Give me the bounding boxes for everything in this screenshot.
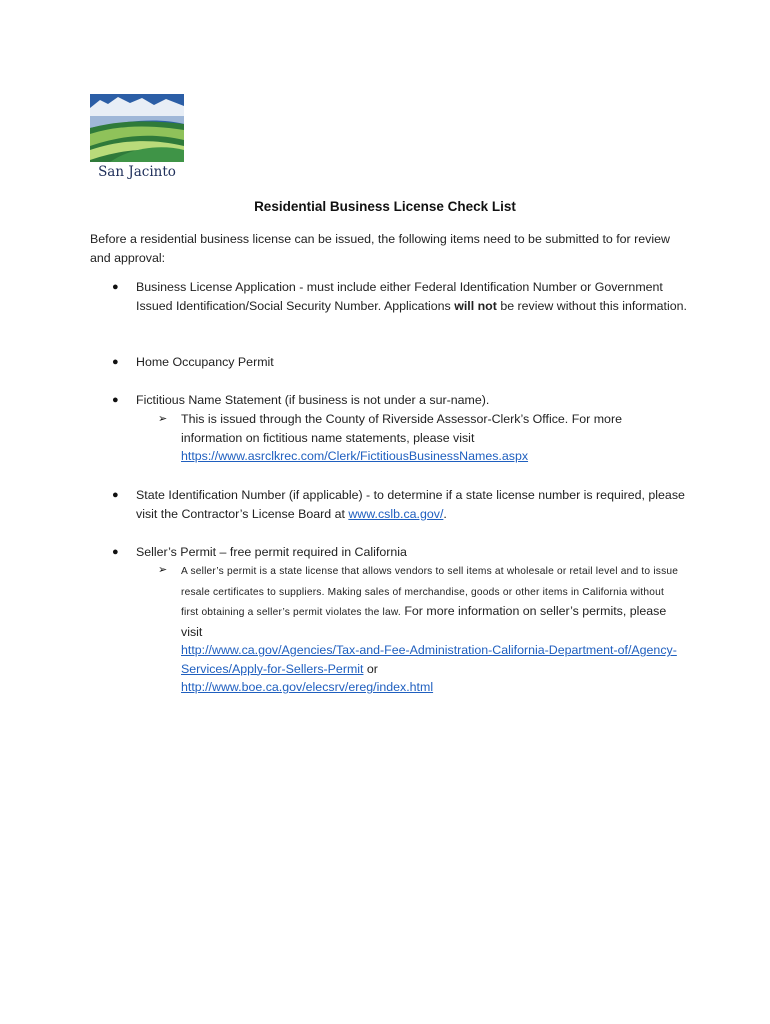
sub-item-text: A seller’s permit is a state license that allows vendors to sell items at wholesale or retail level and to issue resale certificates to suppliers. Making sales of merchandise, goods or other items in California without first obtaining a seller’s permit violates the law. For more information on seller’s permits, please visit http://www.ca.gov/Agencies/Tax-and-Fee-Administration-California-Department-of/Agency-Services/Apply-for-Sellers-Permit or http://www.boe.ca.gov/elecsrv/ereg/index.html	[181, 566, 679, 694]
list-item-text: Home Occupancy Permit	[136, 355, 274, 369]
bullet-icon: ●	[112, 281, 119, 293]
sellers-permit-link[interactable]: http://www.ca.gov/Agencies/Tax-and-Fee-Administration-California-Department-of/Agency-Services/Apply-for-Sellers-Permit	[181, 643, 677, 676]
list-item-text: Business License Application - must include either Federal Identification Number or Government Issued Identification/Social Security Number. Applications will not be review without this information.	[136, 280, 687, 313]
list-item-text: Fictitious Name Statement (if business is not under a sur-name).	[136, 393, 490, 407]
logo-landscape-icon	[90, 94, 184, 162]
list-item-text: Seller’s Permit – free permit required in California	[136, 545, 407, 559]
bullet-icon: ●	[112, 394, 119, 406]
san-jacinto-logo	[90, 94, 184, 186]
sub-item-fictitious-info	[158, 410, 683, 466]
arrow-bullet-icon: ➢	[158, 564, 168, 576]
intro-paragraph: Before a residential business license can be issued, the following items need to be submitted to for review and approval:	[90, 232, 670, 265]
boe-ereg-link[interactable]: http://www.boe.ca.gov/elecsrv/ereg/index.html	[181, 680, 434, 694]
bullet-icon: ●	[112, 489, 119, 501]
bullet-icon: ●	[112, 546, 119, 558]
list-item-sellers-permit	[112, 543, 687, 562]
list-item-text: State Identification Number (if applicable) - to determine if a state license number is required, please visit the Contractor’s License Board at www.cslb.ca.gov/.	[136, 488, 685, 521]
cslb-link[interactable]: www.cslb.ca.gov/	[348, 506, 444, 521]
sub-item-text: This is issued through the County of Riverside Assessor-Clerk’s Office. For more information on fictitious name statements, please visit https://www.asrclkrec.com/Clerk/FictitiousBusinessNames.aspx	[181, 412, 622, 463]
fictitious-names-link[interactable]: https://www.asrclkrec.com/Clerk/FictitiousBusinessNames.aspx	[181, 449, 529, 463]
logo-wordmark: San Jacinto	[98, 164, 176, 180]
list-item-business-license	[112, 278, 687, 315]
bullet-icon: ●	[112, 356, 119, 368]
emphasis-text: will not	[454, 298, 497, 313]
arrow-bullet-icon: ➢	[158, 413, 168, 425]
sub-item-sellers-info	[158, 561, 683, 697]
list-item-state-id	[112, 486, 687, 523]
list-item-home-occupancy	[112, 353, 687, 372]
list-item-fictitious-name	[112, 391, 687, 410]
document-title: Residential Business License Check List	[254, 199, 516, 214]
